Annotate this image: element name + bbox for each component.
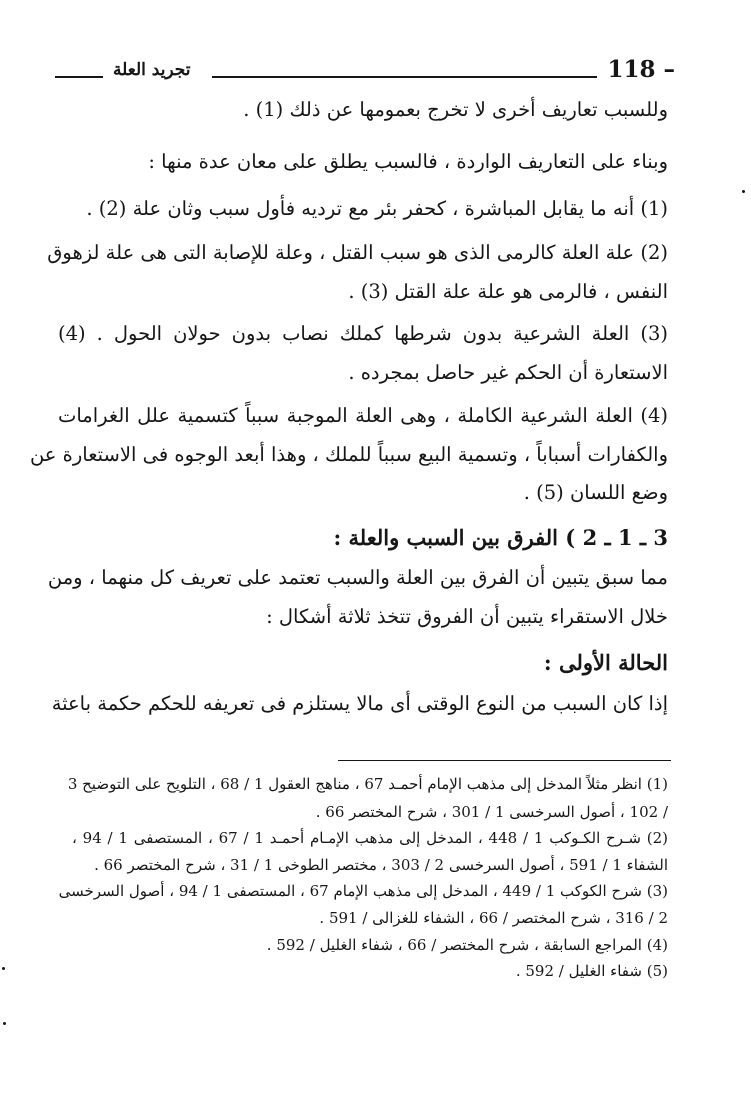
footnote-5: (5) شفاء الغليل / 592 . <box>515 962 668 980</box>
footnote-4: (4) المراجع السابقة ، شرح المختصر / 66 ، شفاء الغليل / 592 . <box>266 936 668 954</box>
body-line: خلال الاستقراء يتبين أن الفروق تتخذ ثلاثة أشكال : <box>266 605 668 628</box>
section-heading: 3 ـ 1 ـ 2 ) الفرق بين السبب والعلة : <box>333 525 668 550</box>
header-rule-end <box>55 76 103 78</box>
scan-mark <box>3 1022 6 1025</box>
footnote-3-cont: 2 / 316 ، شرح المختصر / 66 ، الشفاء للغزالى / 591 . <box>319 909 668 927</box>
running-title: تجريد العلة <box>113 60 191 80</box>
footnote-1-cont: / 102 ، أصول السرخسى 1 / 301 ، شرح المختصر 66 . <box>315 803 668 821</box>
body-line: وللسبب تعاريف أخرى لا تخرج بعمومها عن ذلك (1) . <box>243 98 668 121</box>
footnote-rule <box>338 760 671 761</box>
footnote-3: (3) شرح الكوكب 1 / 449 ، المدخل إلى مذهب الإمام 67 ، المستصفى 1 / 94 ، أصول السرخسى <box>58 882 668 900</box>
body-line: مما سبق يتبين أن الفرق بين العلة والسبب تعتمد على تعريف كل منهما ، ومن <box>47 566 668 589</box>
body-line: وضع اللسان (5) . <box>523 481 668 504</box>
footnote-2-cont: الشفاء 1 / 591 ، أصول السرخسى 2 / 303 ، مختصر الطوخى 1 / 31 ، شرح المختصر 66 . <box>94 856 668 874</box>
body-line: النفس ، فالرمى هو علة علة القتل (3) . <box>348 280 668 303</box>
scan-mark <box>742 190 745 193</box>
body-line: إذا كان السبب من النوع الوقتى أى مالا يستلزم فى تعريفه للحكم حكمة باعثة <box>51 692 668 715</box>
list-item-2: (2) علة العلة كالرمى الذى هو سبب القتل ، وعلة للإصابة التى هى علة لزهوق <box>47 241 668 264</box>
footnote-1: (1) انظر مثلاً المدخل إلى مذهب الإمام أحمـد 67 ، مناهج العقول 1 / 68 ، التلويح على التوضيح 3 <box>67 775 668 793</box>
body-line: وبناء على التعاريف الواردة ، فالسبب يطلق على معان عدة منها : <box>148 150 668 173</box>
body-line: والكفارات أسباباً ، وتسمية البيع سبباً للملك ، وهذا أبعد الوجوه فى الاستعارة عن <box>29 443 668 466</box>
footnote-2: (2) شـرح الكـوكب 1 / 448 ، المدخل إلى مذهب الإمـام أحمـد 1 / 67 ، المستصفى 1 / 94 ، <box>72 829 669 847</box>
list-item-4: (4) العلة الشرعية الكاملة ، وهى العلة الموجبة سبباً كتسمية علل الغرامات <box>58 404 668 427</box>
header-rule <box>212 76 597 78</box>
page-number: 118 – <box>607 56 675 83</box>
scan-mark <box>2 967 5 970</box>
list-item-1: (1) أنه ما يقابل المباشرة ، كحفر بئر مع ترديه فأول سبب وثان علة (2) . <box>86 197 668 220</box>
running-header <box>55 52 675 88</box>
list-item-3: (3) العلة الشرعية بدون شرطها كملك نصاب بدون حولان الحول . (4) <box>58 322 668 345</box>
body-line: الاستعارة أن الحكم غير حاصل بمجرده . <box>348 361 668 384</box>
subheading: الحالة الأولى : <box>543 650 668 675</box>
